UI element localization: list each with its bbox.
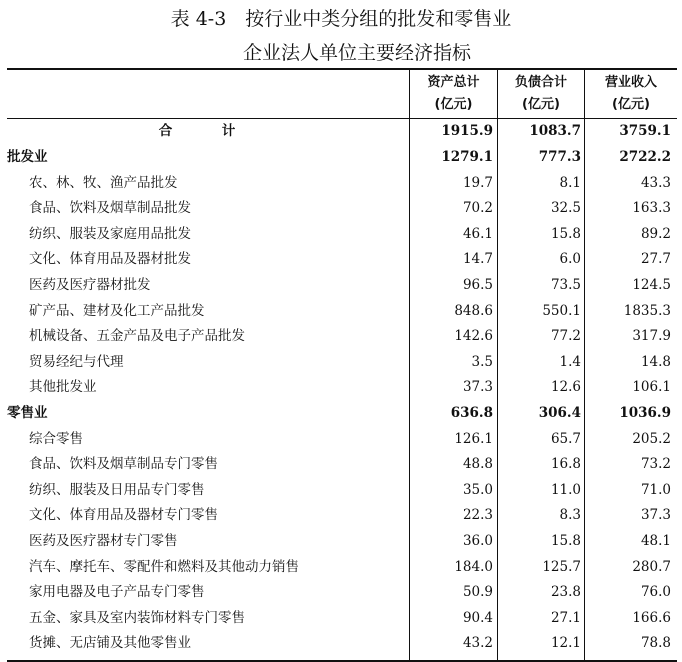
table-row: [7, 324, 677, 350]
cell-value: 8.3: [559, 507, 581, 524]
row-label: 医药及医疗器材批发: [29, 277, 151, 293]
cell-value: 306.4: [538, 405, 581, 421]
row-label: 货摊、无店铺及其他零售业: [29, 635, 191, 652]
cell-value: 43.3: [640, 174, 671, 191]
row-label: 批发业: [7, 149, 48, 165]
cell-value: 3.5: [471, 353, 493, 370]
cell-value: 14.7: [462, 251, 493, 268]
row-label: 零售业: [7, 405, 48, 421]
cell-value: 15.8: [550, 533, 581, 549]
cell-value: 36.0: [462, 533, 493, 549]
cell-value: 777.3: [538, 149, 581, 165]
cell-value: 2722.2: [619, 149, 671, 165]
cell-value: 106.1: [632, 379, 671, 396]
cell-value: 77.2: [550, 328, 581, 345]
table-row: [7, 247, 677, 273]
cell-value: 848.6: [454, 302, 493, 319]
cell-value: 205.2: [632, 430, 671, 447]
cell-value: 32.5: [550, 200, 581, 217]
row-label: 机械设备、五金产品及电子产品批发: [29, 328, 245, 345]
table-subtitle: 企业法人单位主要经济指标: [242, 42, 471, 64]
row-label: 综合零售: [29, 430, 83, 447]
row-label: 医药及医疗器材专门零售: [29, 533, 178, 549]
cell-value: 46.1: [462, 225, 493, 242]
table-row: [7, 631, 677, 657]
row-label: 矿产品、建材及化工产品批发: [29, 302, 205, 319]
cell-value: 14.8: [640, 353, 671, 370]
cell-value: 1835.3: [623, 302, 671, 319]
cell-value: 27.7: [640, 251, 671, 268]
column-header-unit: (亿元): [434, 97, 473, 112]
cell-value: 76.0: [640, 584, 671, 601]
cell-value: 1036.9: [619, 405, 671, 421]
cell-value: 23.8: [550, 584, 581, 601]
cell-value: 124.5: [632, 277, 671, 293]
cell-value: 43.2: [462, 635, 493, 652]
table-row: [7, 452, 677, 478]
cell-value: 50.9: [462, 584, 493, 601]
row-label: 纺织、服装及家庭用品批发: [29, 225, 191, 242]
column-header: [498, 72, 584, 116]
cell-value: 166.6: [632, 609, 671, 626]
cell-value: 8.1: [559, 174, 581, 191]
cell-value: 89.2: [640, 225, 671, 242]
table-row: [7, 478, 677, 504]
cell-value: 3759.1: [619, 123, 671, 139]
cell-value: 142.6: [454, 328, 493, 345]
row-label: 汽车、摩托车、零配件和燃料及其他动力销售: [29, 558, 299, 575]
top-rule: [7, 68, 677, 70]
cell-value: 1279.1: [441, 149, 493, 165]
table-row: [7, 350, 677, 376]
cell-value: 71.0: [640, 481, 671, 498]
table-title: 表 4-3 按行业中类分组的批发和零售业: [170, 8, 512, 30]
column-header-name: 负债合计: [514, 75, 567, 90]
cell-value: 125.7: [542, 558, 581, 575]
row-label: 贸易经纪与代理: [29, 353, 124, 370]
cell-value: 15.8: [550, 225, 581, 242]
cell-value: 16.8: [550, 456, 581, 473]
table-row: [7, 555, 677, 581]
cell-value: 11.0: [550, 481, 581, 498]
cell-value: 96.5: [462, 277, 493, 293]
table-row: [7, 222, 677, 248]
table-row: [7, 580, 677, 606]
cell-value: 12.1: [550, 635, 581, 652]
cell-value: 280.7: [632, 558, 671, 575]
table-row: [7, 375, 677, 401]
table-row: [7, 299, 677, 325]
column-header-unit: (亿元): [612, 97, 650, 112]
table-row: [7, 401, 677, 427]
table-row: [7, 529, 677, 555]
row-label: 文化、体育用品及器材批发: [29, 251, 191, 268]
column-header: [585, 72, 677, 116]
row-label: 其他批发业: [29, 379, 97, 396]
column-header-name: 资产总计: [427, 75, 480, 90]
column-header-unit: (亿元): [522, 97, 560, 112]
cell-value: 19.7: [462, 174, 493, 191]
cell-value: 126.1: [454, 430, 493, 447]
cell-value: 37.3: [462, 379, 493, 396]
column-header: [410, 72, 497, 116]
cell-value: 1.4: [559, 353, 581, 370]
table-row: [7, 427, 677, 453]
table-row: [7, 145, 677, 171]
cell-value: 78.8: [640, 635, 671, 652]
cell-value: 1915.9: [441, 123, 493, 139]
cell-value: 65.7: [550, 430, 581, 447]
table-row: [7, 171, 677, 197]
cell-value: 48.8: [462, 456, 493, 473]
cell-value: 22.3: [462, 507, 493, 524]
cell-value: 70.2: [462, 200, 493, 217]
cell-value: 317.9: [632, 328, 671, 345]
row-label: 纺织、服装及日用品专门零售: [29, 481, 205, 498]
cell-value: 1083.7: [529, 123, 581, 139]
total-row: [7, 119, 677, 145]
cell-value: 6.0: [559, 251, 581, 268]
cell-value: 550.1: [542, 302, 581, 319]
table-row: [7, 196, 677, 222]
row-label: 食品、饮料及烟草制品批发: [29, 200, 191, 217]
cell-value: 12.6: [550, 379, 581, 396]
cell-value: 636.8: [450, 405, 493, 421]
cell-value: 48.1: [640, 533, 671, 549]
cell-value: 73.5: [550, 277, 581, 293]
table-row: [7, 606, 677, 632]
row-label: 五金、家具及室内装饰材料专门零售: [29, 609, 245, 626]
table-row: [7, 273, 677, 299]
row-label: 家用电器及电子产品专门零售: [29, 584, 205, 601]
row-label: 文化、体育用品及器材专门零售: [29, 507, 218, 524]
cell-value: 90.4: [462, 609, 493, 626]
table-row: [7, 503, 677, 529]
cell-value: 27.1: [550, 609, 581, 626]
row-label: 食品、饮料及烟草制品专门零售: [29, 456, 218, 473]
cell-value: 37.3: [640, 507, 671, 524]
cell-value: 35.0: [462, 481, 493, 498]
cell-value: 184.0: [454, 558, 493, 575]
cell-value: 163.3: [632, 200, 671, 217]
total-label: 合 计: [158, 123, 254, 139]
column-header-name: 营业收入: [604, 75, 657, 90]
cell-value: 73.2: [640, 456, 671, 473]
row-label: 农、林、牧、渔产品批发: [29, 174, 178, 191]
